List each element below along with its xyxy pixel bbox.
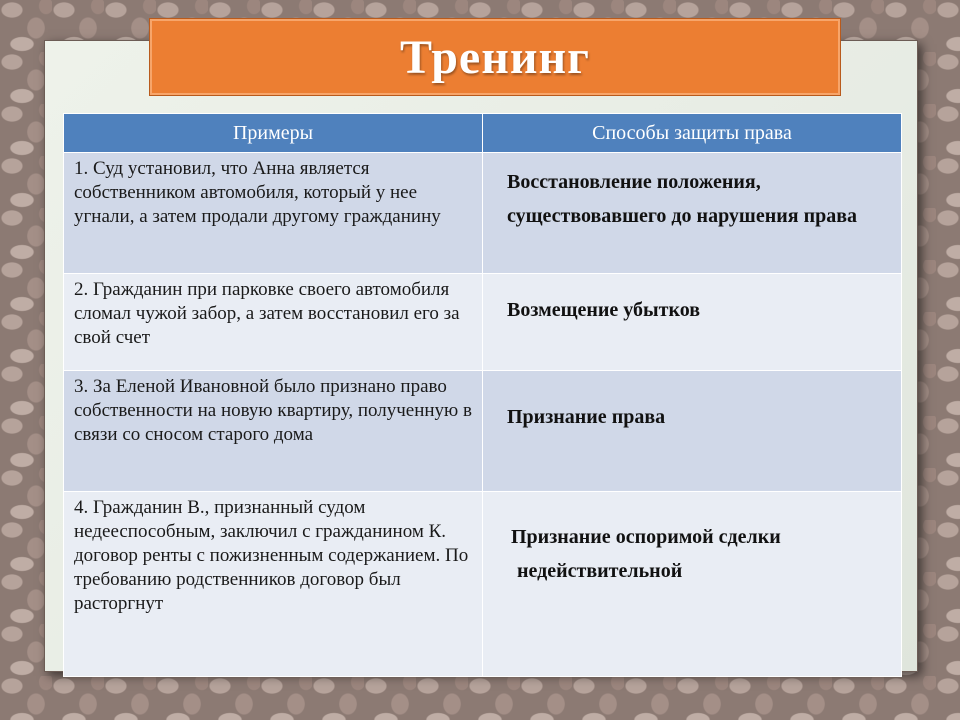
way-cell bbox=[483, 371, 902, 492]
way-cell bbox=[483, 274, 902, 371]
header-ways: Способы защиты права bbox=[483, 114, 902, 153]
example-cell: 4. Гражданин В., признанный судом недееспособным, заключил с гражданином К. договор ренты с пожизненным содержанием. По требованию родственников договор был расторгнут bbox=[64, 492, 483, 677]
example-cell: 3. За Еленой Ивановной было признано право собственности на новую квартиру, полученную в связи со сносом старого дома bbox=[64, 371, 483, 492]
way-text: Признание права bbox=[507, 406, 666, 428]
way-text: Возмещение убытков bbox=[507, 299, 701, 321]
table-row bbox=[64, 492, 902, 677]
header-examples: Примеры bbox=[64, 114, 483, 153]
protection-table bbox=[63, 113, 902, 677]
way-text-line2: недействительной bbox=[517, 560, 683, 582]
example-cell: 2. Гражданин при парковке своего автомобиля сломал чужой забор, а затем восстановил его за свой счет bbox=[64, 274, 483, 371]
way-text: Восстановление положения, существовавшего до нарушения права bbox=[507, 171, 858, 227]
way-cell bbox=[483, 153, 902, 274]
way-cell bbox=[483, 492, 902, 677]
example-cell: 1. Суд установил, что Анна является собственником автомобиля, который у нее угнали, а затем продали другому гражданину bbox=[64, 153, 483, 274]
way-text-line1: Признание оспоримой сделки bbox=[511, 526, 781, 548]
way-text bbox=[483, 492, 901, 588]
table-row bbox=[64, 274, 902, 371]
title-banner bbox=[149, 18, 841, 96]
table-row bbox=[64, 371, 902, 492]
slide-title: Тренинг bbox=[400, 30, 590, 84]
table-row bbox=[64, 153, 902, 274]
table-header-row bbox=[64, 114, 902, 153]
